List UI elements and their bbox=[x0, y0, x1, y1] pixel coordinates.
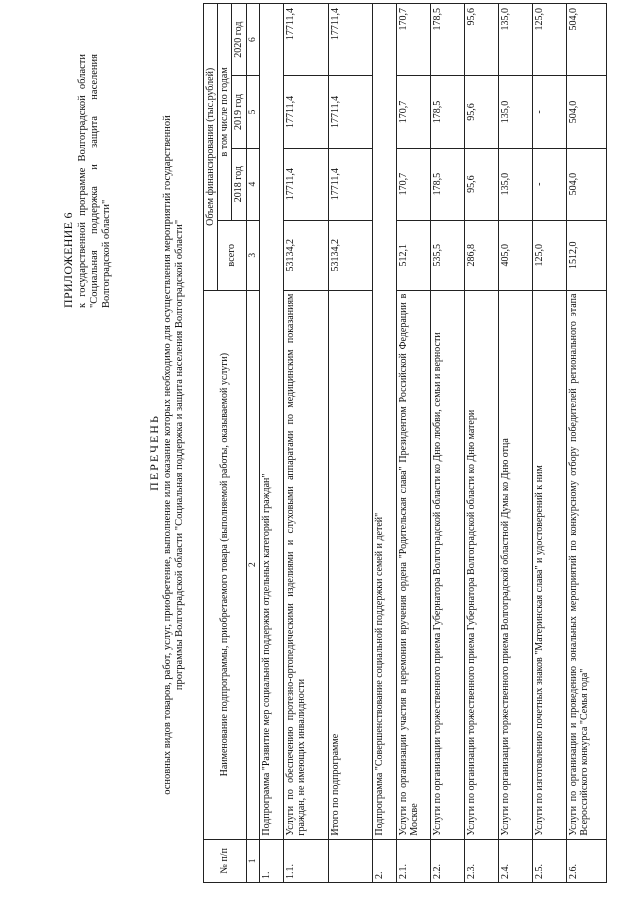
row-number: 2.1. bbox=[397, 839, 431, 882]
header-total: всего bbox=[218, 220, 246, 290]
row-total: 535,5 bbox=[431, 220, 465, 290]
row-2019: 135,0 bbox=[499, 76, 533, 148]
header-year-2018: 2018 год bbox=[232, 148, 246, 220]
row-name: Услуги по организации торжественного приема Губернатора Волгоградской области ко Дню матери bbox=[465, 290, 499, 839]
row-number: 1.1. bbox=[284, 839, 329, 882]
col-number: 5 bbox=[246, 76, 260, 148]
row-number: 2. bbox=[373, 839, 397, 882]
row-2019: 504,0 bbox=[567, 76, 607, 148]
row-total: 53134,2 bbox=[329, 220, 373, 290]
row-2020: 135,0 bbox=[499, 4, 533, 76]
table-row bbox=[284, 4, 329, 883]
annex-title: ПРИЛОЖЕНИЕ 6 bbox=[61, 212, 75, 308]
row-total: 125,0 bbox=[533, 220, 567, 290]
row-2019: - bbox=[533, 76, 567, 148]
row-2018: - bbox=[533, 148, 567, 220]
table-row bbox=[533, 4, 567, 883]
subprogram-title: Подпрограмма "Совершенствование социальной поддержки семей и детей" bbox=[373, 4, 397, 840]
row-total: 1512,0 bbox=[567, 220, 607, 290]
row-total: 512,1 bbox=[397, 220, 431, 290]
row-2019: 95,6 bbox=[465, 76, 499, 148]
table-row bbox=[431, 4, 465, 883]
row-2019: 178,5 bbox=[431, 76, 465, 148]
row-2020: 125,0 bbox=[533, 4, 567, 76]
table-row bbox=[567, 4, 607, 883]
document-title: ПЕРЕЧЕНЬ bbox=[147, 414, 161, 491]
row-number: 2.4. bbox=[499, 839, 533, 882]
row-name: Итого по подпрограмме bbox=[329, 290, 373, 839]
row-2018: 504,0 bbox=[567, 148, 607, 220]
header-year-2020: 2020 год bbox=[232, 4, 246, 76]
col-number: 3 bbox=[246, 220, 260, 290]
header-name: Наименование подпрограммы, приобретаемого товара (выполняемой работы, оказываемой услуги) bbox=[204, 290, 247, 839]
row-2020: 170,7 bbox=[397, 4, 431, 76]
row-2020: 178,5 bbox=[431, 4, 465, 76]
row-name: Услуги по организации торжественного приема Губернатора Волгоградской области ко Дню любви, семьи и верности bbox=[431, 290, 465, 839]
subprogram-title: Подпрограмма "Развитие мер социальной поддержки отдельных категорий граждан" bbox=[260, 4, 284, 840]
col-number: 4 bbox=[246, 148, 260, 220]
row-2018: 17711,4 bbox=[284, 148, 329, 220]
header-by-year: в том числе по годам bbox=[218, 4, 232, 221]
funding-table bbox=[203, 3, 607, 883]
row-2019: 17711,4 bbox=[329, 76, 373, 148]
column-number-row bbox=[246, 4, 260, 883]
row-2018: 170,7 bbox=[397, 148, 431, 220]
row-number: 2.6. bbox=[567, 839, 607, 882]
document-description: основных видов товаров, работ, услуг, приобретение, выполнение или оказание которых необходимо для осуществления мероприятий государственной программы Волгоградской области "Социальная поддержка и защита населения Волгоградской области" bbox=[162, 115, 185, 795]
header-volume: Объем финансирования (тыс.рублей) bbox=[204, 4, 218, 291]
table-row bbox=[465, 4, 499, 883]
row-2018: 17711,4 bbox=[329, 148, 373, 220]
row-2019: 170,7 bbox=[397, 76, 431, 148]
col-number: 6 bbox=[246, 4, 260, 76]
table-row-subtotal bbox=[329, 4, 373, 883]
row-2020: 17711,4 bbox=[284, 4, 329, 76]
row-number: 2.5. bbox=[533, 839, 567, 882]
col-number: 1 bbox=[246, 839, 260, 882]
header-no: № п/п bbox=[204, 839, 247, 882]
row-total: 405,0 bbox=[499, 220, 533, 290]
table-row bbox=[397, 4, 431, 883]
row-2018: 95,6 bbox=[465, 148, 499, 220]
row-number bbox=[329, 839, 373, 882]
table-row bbox=[260, 4, 284, 883]
row-2018: 135,0 bbox=[499, 148, 533, 220]
row-number: 2.2. bbox=[431, 839, 465, 882]
header-row-1 bbox=[204, 4, 218, 883]
row-name: Услуги по изготовлению почетных знаков "Материнская слава" и удостоверений к ним bbox=[533, 290, 567, 839]
row-name: Услуги по обеспечению протезно-ортопедическими изделиями и слуховыми аппаратами по медицинским показаниям граждан, не имеющих инвалидности bbox=[284, 290, 329, 839]
row-total: 53134,2 bbox=[284, 220, 329, 290]
row-name: Услуги по организации участия в церемонии вручения ордена "Родительская слава" Президентом Российской Федерации в Москве bbox=[397, 290, 431, 839]
row-number: 1. bbox=[260, 839, 284, 882]
table-row bbox=[373, 4, 397, 883]
col-number: 2 bbox=[246, 290, 260, 839]
row-2020: 17711,4 bbox=[329, 4, 373, 76]
row-name: Услуги по организации и проведению зональных мероприятий по конкурсному отбору победителей регионального этапа Всероссийского конкурса "Семья года" bbox=[567, 290, 607, 839]
row-2020: 504,0 bbox=[567, 4, 607, 76]
row-2019: 17711,4 bbox=[284, 76, 329, 148]
row-2018: 178,5 bbox=[431, 148, 465, 220]
annex-subtitle: к государственной программе Волгоградской области "Социальная поддержка и защита населения Волгоградской области" bbox=[77, 54, 112, 308]
row-name: Услуги по организации торжественного приема Волгоградской областной Думы ко Дню отца bbox=[499, 290, 533, 839]
table-row bbox=[499, 4, 533, 883]
row-total: 286,8 bbox=[465, 220, 499, 290]
row-number: 2.3. bbox=[465, 839, 499, 882]
header-year-2019: 2019 год bbox=[232, 76, 246, 148]
row-2020: 95,6 bbox=[465, 4, 499, 76]
